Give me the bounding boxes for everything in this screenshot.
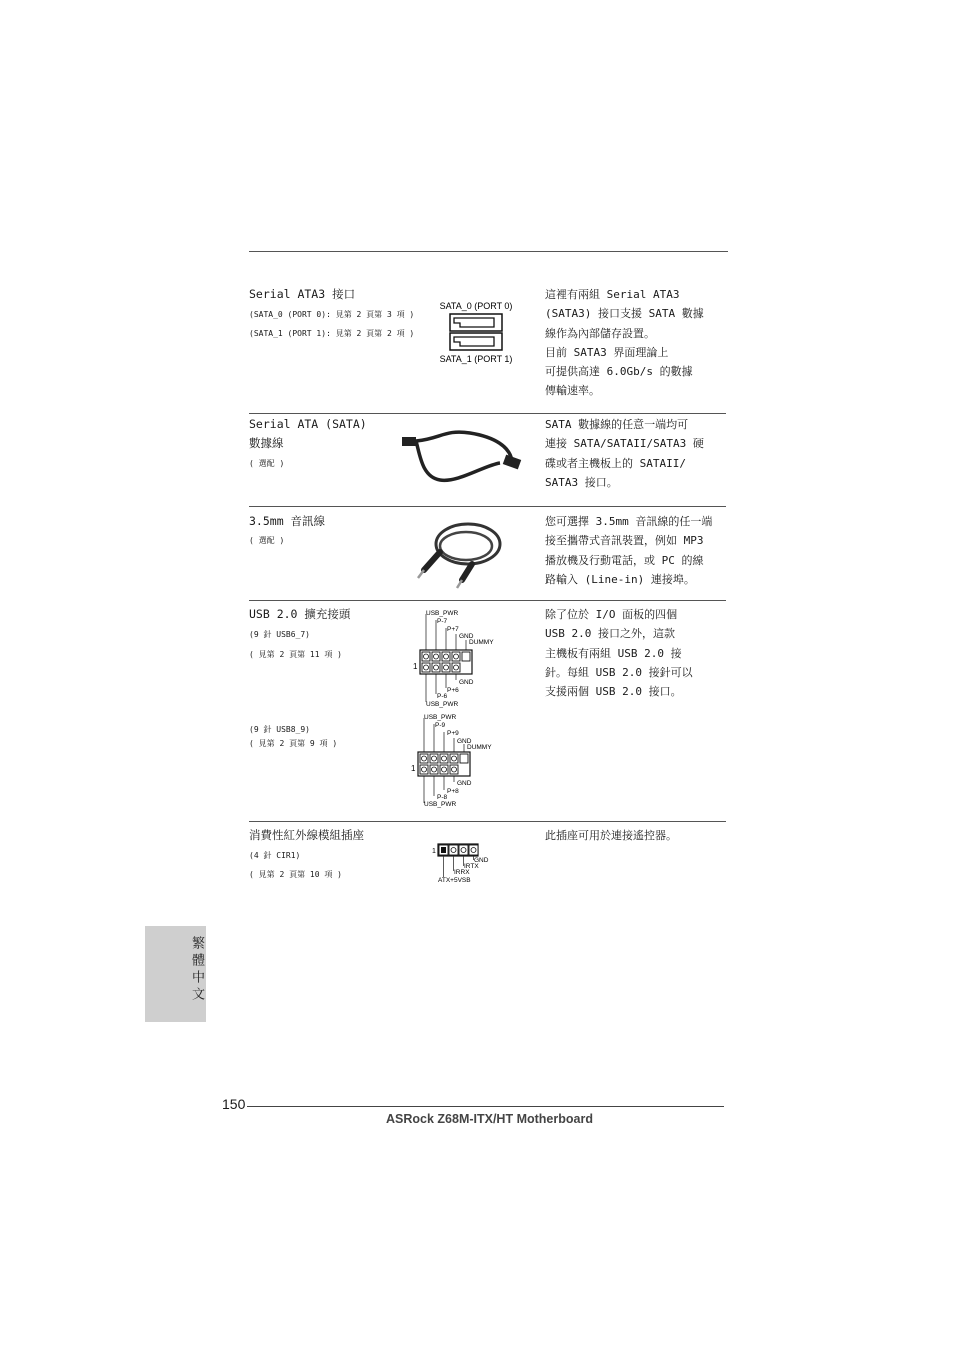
footer-rule — [247, 1106, 724, 1107]
svg-text:USB_PWR: USB_PWR — [424, 801, 457, 808]
note-usb89-pins: (9 針 USB8_9) — [249, 725, 310, 734]
svg-text:GND: GND — [459, 633, 474, 640]
usb89-header-diagram — [410, 710, 520, 814]
section-title-sata-cable: Serial ATA (SATA) — [249, 417, 367, 431]
note-usb67-ref: ( 見第 2 頁第 11 項 ) — [249, 650, 342, 659]
note-sata1: (SATA_1 (PORT 1): 見第 2 頁第 2 項 ) — [249, 329, 415, 338]
svg-text:P+9: P+9 — [447, 730, 459, 737]
usb67-header-diagram — [412, 606, 522, 710]
svg-text:P-7: P-7 — [437, 618, 448, 625]
note-optional-audio: ( 選配 ) — [249, 536, 285, 545]
svg-text:IRRX: IRRX — [454, 869, 470, 876]
svg-text:DUMMY: DUMMY — [469, 639, 494, 646]
svg-text:USB_PWR: USB_PWR — [424, 714, 457, 721]
divider-4 — [249, 821, 726, 822]
svg-text:DUMMY: DUMMY — [467, 744, 492, 751]
svg-text:P-9: P-9 — [435, 722, 446, 729]
note-cir-ref: ( 見第 2 頁第 10 項 ) — [249, 870, 342, 879]
svg-text:IRTX: IRTX — [464, 863, 479, 870]
svg-text:P+6: P+6 — [447, 687, 459, 694]
svg-text:P-8: P-8 — [437, 794, 448, 801]
desc-audio-cable: 您可選擇 3.5mm 音訊線的任一端 接至攜帶式音訊裝置，例如 MP3 播放機及行動電話，或 PC 的線 路輸入 (Line-in) 連接埠。 — [545, 515, 713, 586]
desc-sata3: 這裡有兩組 Serial ATA3 (SATA3) 接口支援 SATA 數據 線作為內部儲存設置。 目前 SATA3 界面理論上 可提供高達 6.0Gb/s 的數據 傳輸速率。 — [545, 288, 704, 398]
sata0-label: SATA_0 (PORT 0) — [439, 301, 513, 311]
cir-header-diagram — [432, 840, 512, 886]
language-tab-label: 繁體中文 — [189, 936, 204, 1004]
note-optional-sata: ( 選配 ) — [249, 459, 285, 468]
sata1-label: SATA_1 (PORT 1) — [439, 354, 513, 364]
section-title-usb: USB 2.0 擴充接頭 — [249, 607, 351, 621]
svg-text:GND: GND — [457, 780, 472, 787]
desc-sata-cable: SATA 數據線的任意一端均可 連接 SATA/SATAII/SATA3 硬 碟或者主機板上的 SATAII/ SATA3 接口。 — [545, 418, 704, 489]
usb67-pin-one: 1 — [413, 662, 418, 671]
language-tab — [145, 926, 206, 1022]
section-title-sata-cable-2: 數據線 — [249, 436, 284, 450]
sata-cable-image — [400, 425, 525, 487]
note-sata0: (SATA_0 (PORT 0): 見第 2 頁第 3 項 ) — [249, 310, 415, 319]
svg-text:P-6: P-6 — [437, 693, 448, 700]
audio-cable-image — [410, 512, 510, 590]
page-number: 150 — [222, 1096, 246, 1112]
section-title-sata3: Serial ATA3 接口 — [249, 287, 356, 301]
sata0-port — [450, 314, 502, 331]
svg-text:USB_PWR: USB_PWR — [426, 701, 459, 708]
usb89-pin-one: 1 — [411, 764, 416, 773]
note-cir-pins: (4 針 CIR1) — [249, 851, 301, 860]
top-rule — [249, 251, 728, 252]
footer-text: ASRock Z68M-ITX/HT Motherboard — [386, 1112, 593, 1126]
svg-text:GND: GND — [457, 738, 472, 745]
desc-usb: 除了位於 I/O 面板的四個 USB 2.0 接口之外，這款 主機板有兩組 USB 2.0 接 針。每組 USB 2.0 接針可以 支援兩個 USB 2.0 接口。 — [545, 608, 693, 699]
sata3-connector-figure — [430, 296, 530, 368]
svg-text:ATX+5VSB: ATX+5VSB — [438, 877, 471, 884]
divider-2 — [249, 506, 726, 507]
note-usb67-pins: (9 針 USB6_7) — [249, 630, 310, 639]
sata1-port — [450, 333, 502, 350]
svg-text:GND: GND — [474, 857, 489, 864]
section-title-audio-cable: 3.5mm 音訊線 — [249, 514, 326, 528]
svg-text:USB_PWR: USB_PWR — [426, 610, 459, 617]
desc-cir: 此插座可用於連接遙控器。 — [545, 829, 677, 842]
svg-text:P+7: P+7 — [447, 626, 459, 633]
divider-1 — [249, 413, 726, 414]
section-title-cir: 消費性紅外線模組插座 — [249, 828, 364, 842]
divider-3 — [249, 600, 726, 601]
cir-pin-one: 1 — [432, 848, 436, 855]
svg-text:P+8: P+8 — [447, 788, 459, 795]
note-usb89-ref: ( 見第 2 頁第 9 項 ) — [249, 739, 338, 748]
svg-text:GND: GND — [459, 679, 474, 686]
